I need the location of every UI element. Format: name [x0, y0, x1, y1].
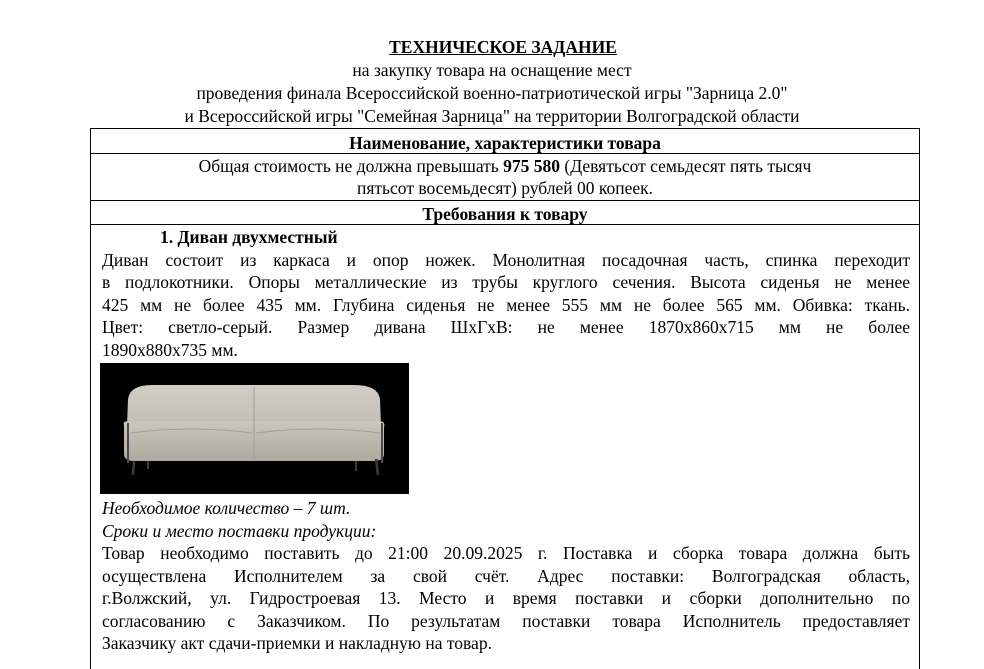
description-line: Диван состоит из каркаса и опор ножек. Монолитная посадочная часть, спинка переходит	[102, 249, 910, 270]
delivery-line: Товар необходимо поставить до 21:00 20.09.2025 г. Поставка и сборка товара должна быть	[102, 543, 910, 563]
description-line: в подлокотники. Опоры металлические из трубы круглого сечения. Высота сиденья не менее	[102, 272, 910, 292]
item-title: 1. Диван двухместный	[160, 227, 338, 247]
delivery-title: Сроки и место поставки продукции:	[102, 520, 377, 541]
cost-suffix: (Девятьсот семьдесят пять тысяч	[560, 156, 812, 176]
name-header: Наименование, характеристики товара	[349, 133, 661, 153]
document-title: ТЕХНИЧЕСКОЕ ЗАДАНИЕ	[389, 37, 617, 57]
item-description	[102, 249, 910, 362]
requirements-header: Требования к товару	[422, 204, 588, 224]
description-line: 425 мм не более 435 мм. Глубина сиденья не менее 555 мм не более 565 мм. Обивка: ткань.	[102, 294, 910, 315]
header-line-2: проведения финала Всероссийской военно-патриотической игры "Зарница 2.0"	[196, 83, 788, 103]
delivery-line: г.Волжский, ул. Гидростроевая 13. Место и время поставки и сборки дополнительно по	[102, 588, 910, 608]
row-divider	[91, 200, 919, 201]
document-header	[0, 36, 984, 128]
description-line: Цвет: светло-серый. Размер дивана ШхГхВ: не менее 1870х860х715 мм не более	[102, 317, 910, 337]
quantity: Необходимое количество – 7 шт.	[102, 498, 351, 518]
item-section	[102, 226, 910, 655]
sofa-image	[100, 363, 409, 494]
total-cost	[91, 155, 919, 199]
spec-table	[90, 128, 920, 669]
header-line-3: и Всероссийской игры "Семейная Зарница" на территории Волгоградской области	[184, 106, 800, 126]
cost-amount: 975 580	[503, 156, 561, 176]
row-divider	[91, 153, 919, 154]
delivery-line: согласованию с Заказчиком. По результатам поставки товара Исполнитель предоставляет	[102, 610, 910, 631]
row-divider	[91, 224, 919, 225]
delivery-line: осуществлена Исполнителем за свой счёт. Адрес поставки: Волгоградская область,	[102, 565, 910, 586]
description-line: 1890х880х735 мм.	[102, 339, 238, 360]
header-line-1: на закупку товара на оснащение мест	[352, 60, 632, 80]
sofa-photo	[100, 363, 409, 494]
cost-line-1	[91, 155, 919, 177]
cost-prefix: Общая стоимость не должна превышать	[198, 156, 504, 176]
delivery-terms	[102, 542, 910, 655]
cost-line-2: пятьсот восемьдесят) рублей 00 копеек.	[356, 178, 654, 198]
delivery-line: Заказчику акт сдачи-приемки и накладную на товар.	[102, 633, 492, 653]
